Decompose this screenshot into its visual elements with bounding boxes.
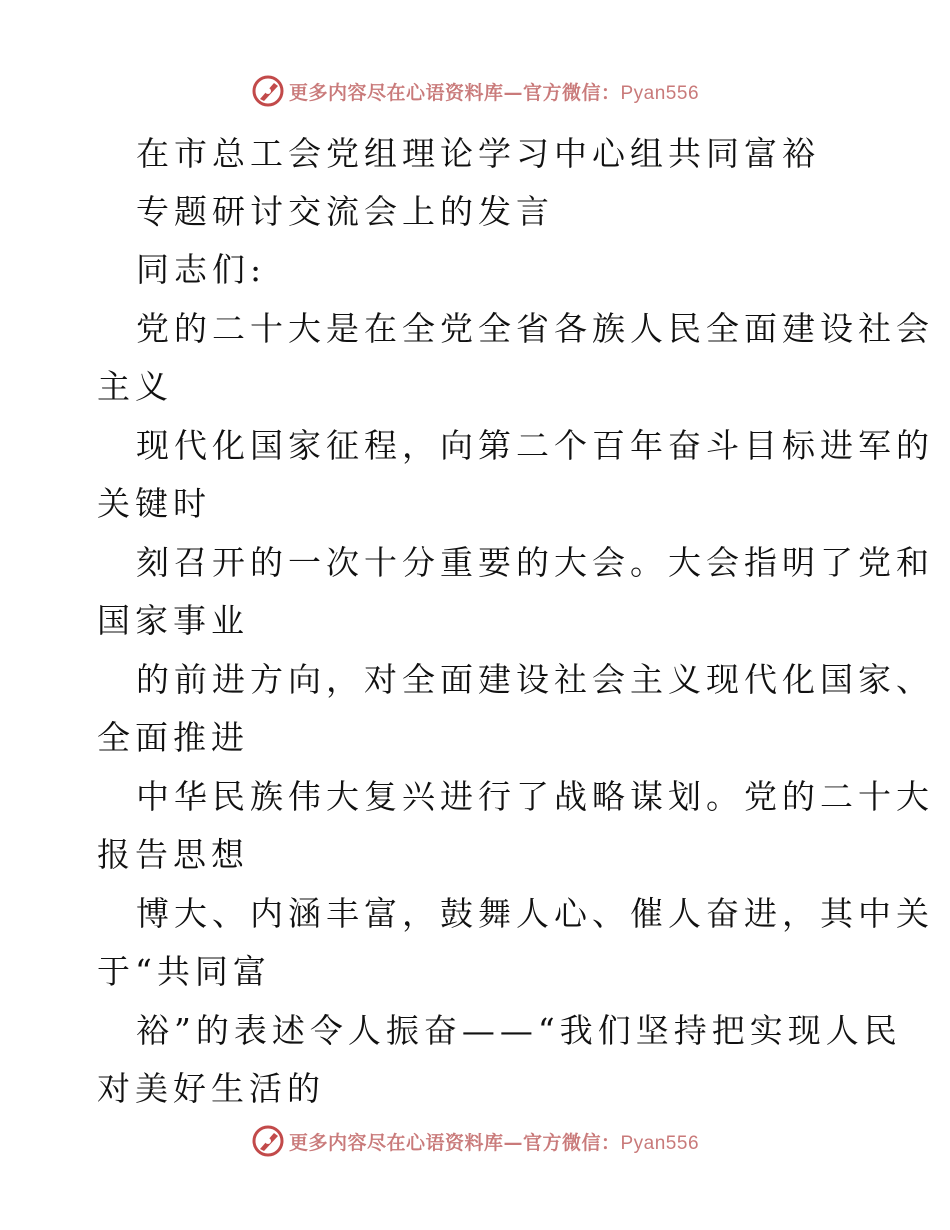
body-line: 现代化国家征程，向第二个百年奋斗目标进军的: [136, 426, 934, 465]
body-line: 国家事业: [97, 601, 249, 640]
body-line: 刻召开的一次十分重要的大会。大会指明了党和: [136, 543, 934, 582]
wechat-id: Pyan556: [620, 1132, 700, 1154]
body-line: 的前进方向，对全面建设社会主义现代化国家、: [136, 660, 934, 699]
header-watermark-banner: [0, 73, 950, 109]
footer-watermark-banner: [0, 1123, 950, 1159]
doc-title-line-2: 专题研讨交流会上的发言: [136, 192, 554, 231]
body-line: 裕”的表述令人振奋——“我们坚持把实现人民: [136, 1011, 902, 1050]
pen-logo-icon: [251, 74, 285, 108]
body-line: 主义: [97, 367, 173, 406]
doc-title-line-1: 在市总工会党组理论学习中心组共同富裕: [136, 134, 820, 173]
body-line: 于“共同富: [97, 952, 271, 991]
banner-text: 更多内容尽在心语资料库—官方微信：Pyan556: [288, 81, 700, 104]
body-line: 关键时: [97, 484, 211, 523]
wechat-id: Pyan556: [620, 82, 700, 104]
pen-logo-icon: [251, 1124, 285, 1158]
salutation: 同志们:: [136, 250, 267, 289]
body-line: 博大、内涵丰富，鼓舞人心、催人奋进，其中关: [136, 894, 934, 933]
banner-text: 更多内容尽在心语资料库—官方微信：Pyan556: [288, 1131, 700, 1154]
body-line: 中华民族伟大复兴进行了战略谋划。党的二十大: [136, 777, 934, 816]
body-line: 党的二十大是在全党全省各族人民全面建设社会: [136, 309, 934, 348]
body-line: 报告思想: [97, 835, 249, 874]
body-line: 全面推进: [97, 718, 249, 757]
body-line: 对美好生活的: [97, 1069, 325, 1108]
